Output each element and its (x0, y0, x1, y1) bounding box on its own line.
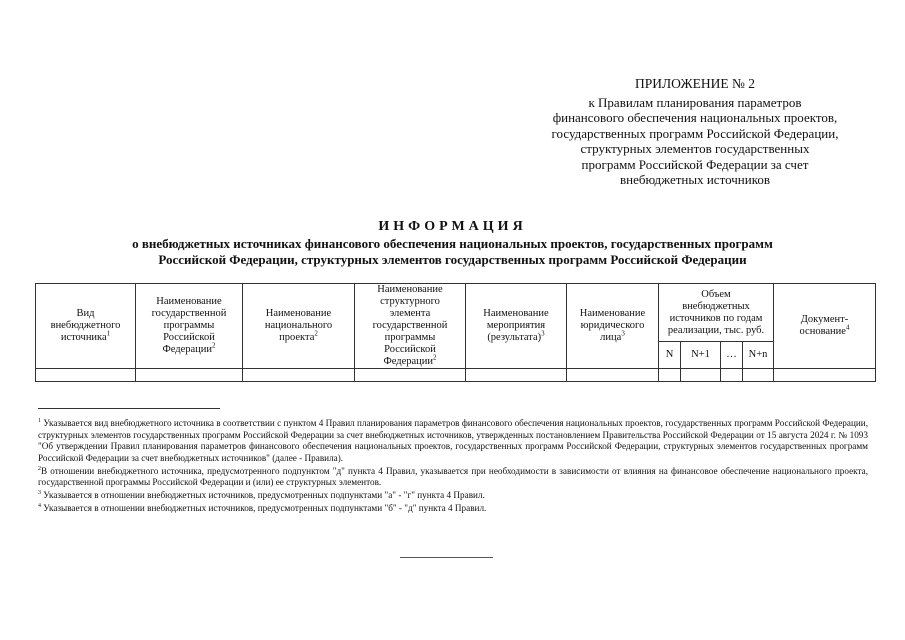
end-separator (400, 557, 493, 558)
document-subtitle-line: о внебюджетных источниках финансового обеспечения национальных проектов, государственных программ (132, 236, 773, 251)
header-cell-activity: Наименование мероприятия (результата)$^3$ (466, 284, 567, 369)
table-row (36, 369, 876, 382)
subheader-cell-ellipsis: … (721, 342, 743, 369)
footnote-item: $^3$ Указывается в отношении внебюджетных источников, предусмотренных подпунктами "а" - "г" пункта 4 Правил. (38, 489, 485, 500)
footnote-item: $^1$ Указывается вид внебюджетного источника в соответствии с пунктом 4 Правил планирования параметров финансового обеспечения национальных проектов, государственных программ Российской Федерации, структурных элементов государственных программ Российской Федерации за счет внебюджетных источников, утвержденных постановлением Правительства Российской Федерации от 15 августа 2024 г. № 1093 "Об утверждении Правил планирования параметров финансового обеспечения национальных проектов, государственных программ Российской Федерации, структурных элементов государственных программ Российской Федерации за счет внебюджетных источников" (далее - Правила). (38, 417, 869, 463)
table-cell (774, 369, 876, 382)
document-heading (20, 218, 885, 268)
header-cell-structural-element: Наименование структурного элемента государственной программы Российской Федерации$^2$ (355, 284, 466, 369)
table-cell (567, 369, 659, 382)
footnotes-block (38, 418, 868, 516)
appendix-title: ПРИЛОЖЕНИЕ № 2 (634, 76, 756, 91)
subheader-cell-year-n-plus-1: N+1 (681, 342, 721, 369)
appendix-line: структурных элементов государственных (580, 141, 810, 156)
header-cell-volume: Объем внебюджетных источников по годам реализации, тыс. руб. (659, 284, 774, 342)
appendix-line: к Правилам планирования параметров (588, 94, 802, 110)
subheader-cell-year-n: N (659, 342, 681, 369)
header-cell-state-program: Наименование государственной программы Российской Федерации$^2$ (136, 284, 243, 369)
table-cell (466, 369, 567, 382)
header-cell-basis-document: Документ- основание$^4$ (774, 284, 876, 369)
table-cell (721, 369, 743, 382)
document-subtitle-line: Российской Федерации, структурных элементов государственных программ Российской Федерации (158, 252, 747, 267)
table-cell (743, 369, 774, 382)
table-cell (136, 369, 243, 382)
information-table (35, 283, 876, 382)
header-cell-source-type: Вид внебюджетного источника$^1$ (36, 284, 136, 369)
table-cell (36, 369, 136, 382)
header-cell-legal-entity: Наименование юридического лица$^3$ (567, 284, 659, 369)
appendix-block (500, 76, 890, 188)
appendix-line: программ Российской Федерации за счет (581, 156, 809, 172)
document-title: ИНФОРМАЦИЯ (378, 219, 527, 234)
table-cell (355, 369, 466, 382)
header-cell-national-project: Наименование национального проекта$^2$ (243, 284, 355, 369)
footnote-separator (38, 408, 220, 409)
table-cell (243, 369, 355, 382)
footnote-item: $^4$ Указывается в отношении внебюджетных источников, предусмотренных подпунктами "б" - "д" пункта 4 Правил. (38, 502, 487, 513)
appendix-line: внебюджетных источников (620, 172, 770, 187)
appendix-line: финансового обеспечения национальных проектов, (552, 110, 838, 125)
appendix-line: государственных программ Российской Федерации, (551, 125, 839, 141)
subheader-cell-year-n-plus-n: N+n (743, 342, 774, 369)
table-cell (659, 369, 681, 382)
table-cell (681, 369, 721, 382)
footnote-item: $^2$В отношении внебюджетного источника, предусмотренного подпунктом "д" пункта 4 Правил, указывается при необходимости в зависимости от влияния на финансовое обеспечение национального проекта, государственной программы Российской Федерации и (или) ее структурных элементов. (38, 465, 868, 487)
